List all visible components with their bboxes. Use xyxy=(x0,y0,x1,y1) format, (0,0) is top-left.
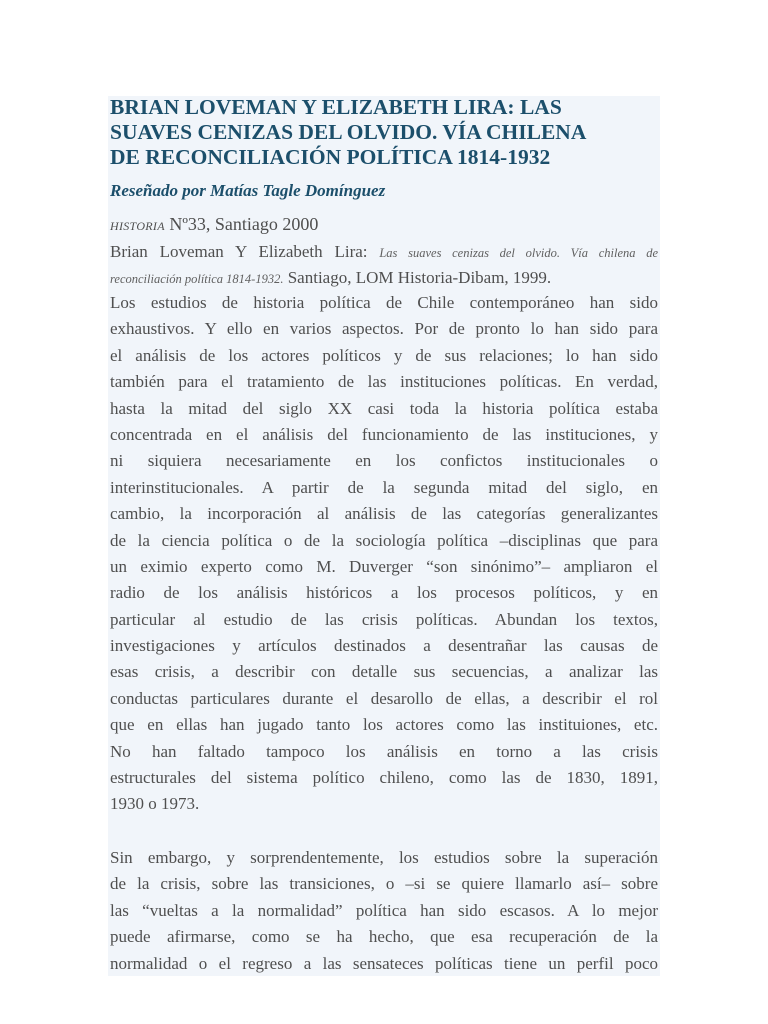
paragraph-line: también para el tratamiento de las instituciones políticas. En verdad, xyxy=(110,372,658,392)
title-line: BRIAN LOVEMAN Y ELIZABETH LIRA: LAS xyxy=(110,96,562,119)
paragraph-line: exhaustivos. Y ello en varios aspectos. Por de pronto lo han sido para xyxy=(110,319,658,339)
paragraph-line: de la crisis, sobre las transiciones, o –si se quiere llamarlo así– sobre xyxy=(110,874,658,894)
paragraph-line: el análisis de los actores políticos y de sus relaciones; lo han sido xyxy=(110,345,658,365)
book-title-part: Las suaves cenizas del olvido. Vía chilena de xyxy=(379,246,659,260)
body-paragraph xyxy=(110,290,658,818)
paragraph-line: No han faltado tampoco los análisis en torno a las crisis xyxy=(110,741,658,761)
paragraph-line: Sin embargo, y sorprendentemente, los estudios sobre la superación xyxy=(110,848,658,867)
paragraph-line: esas crisis, a describir con detalle sus secuencias, a analizar las xyxy=(110,662,658,682)
paragraph-line: radio de los análisis históricos a los procesos políticos, y en xyxy=(110,583,658,603)
paragraph-line: interinstitucionales. A partir de la segunda mitad del siglo, en xyxy=(110,477,658,497)
paragraph-line: normalidad o el regreso a las sensateces políticas tiene un perfil poco xyxy=(110,953,658,973)
paragraph-line: estructurales del sistema político chileno, como las de 1830, 1891, xyxy=(110,768,658,788)
paragraph-line: investigaciones y artículos destinados a desentrañar las causas de xyxy=(110,636,658,656)
paragraph-line: cambio, la incorporación al análisis de las categorías generalizantes xyxy=(110,504,658,524)
paragraph-line: las “vueltas a la normalidad” política han sido escasos. A lo mejor xyxy=(110,900,658,920)
title-line: DE RECONCILIACIÓN POLÍTICA 1814-1932 xyxy=(110,145,551,169)
paragraph-line: de la ciencia política o de la sociología política –disciplinas que para xyxy=(110,530,658,550)
citation-authors: Brian Loveman Y Elizabeth Lira: xyxy=(110,242,368,261)
title-line: SUAVES CENIZAS DEL OLVIDO. VÍA CHILENA xyxy=(110,120,587,144)
paragraph-line: puede afirmarse, como se ha hecho, que esa recuperación de la xyxy=(110,927,658,947)
citation-line xyxy=(110,265,658,291)
paragraph-line: concentrada en el análisis del funcionamiento de las instituciones, y xyxy=(110,424,658,444)
document-page xyxy=(108,96,660,976)
paragraph-line: un eximio experto como M. Duverger “son sinónimo”– ampliaron el xyxy=(110,556,658,576)
reviewer-byline: Reseñado por Matías Tagle Domínguez xyxy=(110,181,386,200)
citation-publisher: Santiago, LOM Historia-Dibam, 1999. xyxy=(287,268,552,287)
paragraph-line: particular al estudio de las crisis políticas. Abundan los textos, xyxy=(110,609,658,629)
issue-number: Nº33, Santiago 2000 xyxy=(169,214,319,234)
citation-line xyxy=(110,239,658,265)
journal-issue xyxy=(110,213,318,237)
paragraph-line: 1930 o 1973. xyxy=(110,794,200,814)
book-title-part: reconciliación política 1814-1932. xyxy=(110,272,284,286)
paragraph-line: hasta la mitad del siglo XX casi toda la historia política estaba xyxy=(110,398,658,418)
document-title xyxy=(110,96,658,170)
paragraph-line: conductas particulares durante el desarollo de ellas, a describir el rol xyxy=(110,688,658,708)
paragraph-line: que en ellas han jugado tanto los actores como las instituiones, etc. xyxy=(110,715,658,735)
paragraph-line: ni siquiera necesariamente en los confictos institucionales o xyxy=(110,451,658,471)
body-paragraph xyxy=(110,845,658,976)
book-citation xyxy=(110,239,658,291)
journal-name: HISTORIA xyxy=(110,219,165,233)
paragraph-line: Los estudios de historia política de Chile contemporáneo han sido xyxy=(110,293,658,312)
